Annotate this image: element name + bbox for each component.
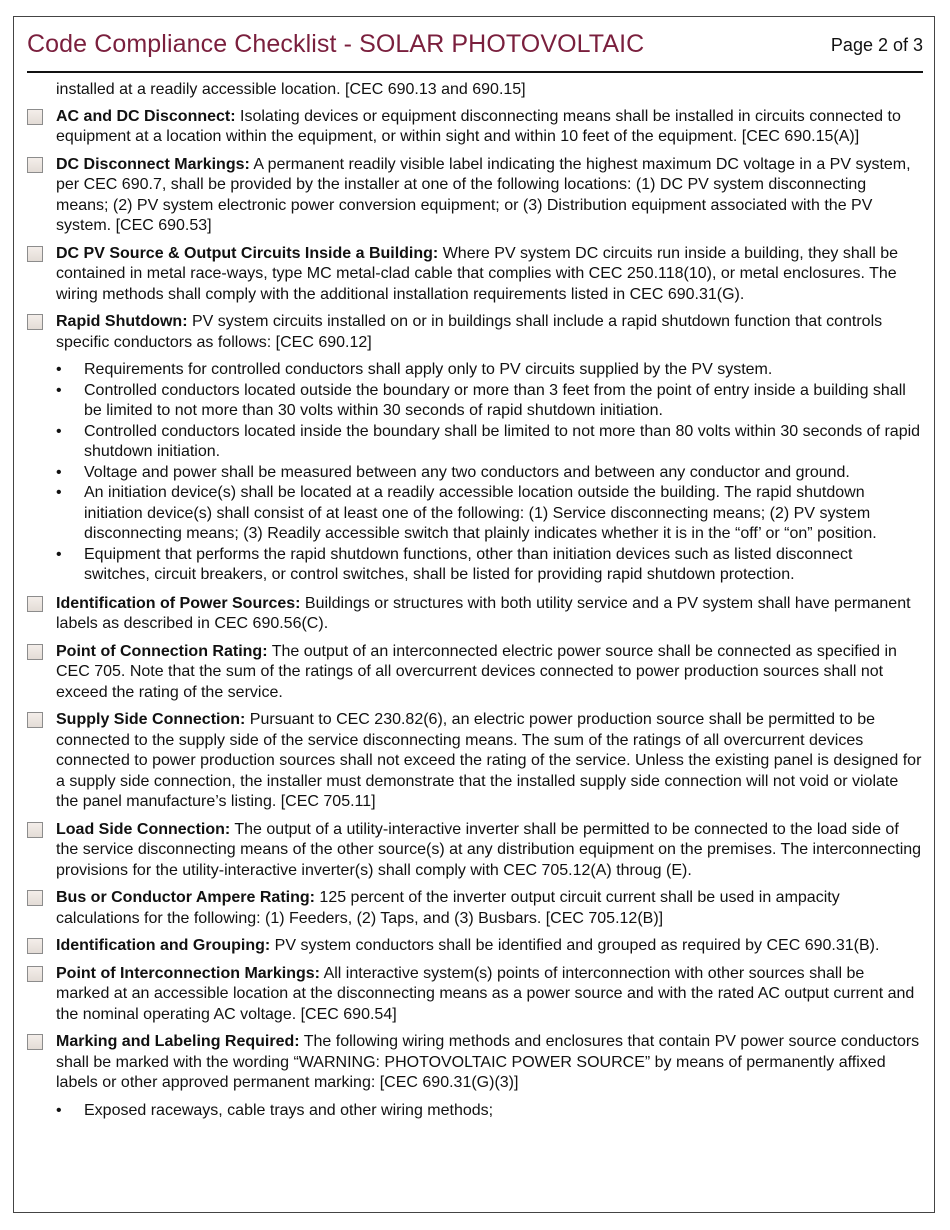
item-text: The output of a utility-interactive inverter shall be permitted to be connected to the load side of the service disconnecting means of the other source(s) at any distribution equipment on the premises. The interconnecting provisions for the utility-interactive inverter(s) shall comply with CEC 705.12(A) throug (E). bbox=[56, 820, 922, 879]
item-term: Marking and Labeling Required: bbox=[56, 1033, 300, 1050]
checklist-item-identification-power-sources bbox=[27, 594, 922, 635]
checkbox[interactable] bbox=[27, 314, 43, 330]
item-text: The output of an interconnected electric power source shall be connected as specified in CEC 705. Note that the sum of the ratings of all overcurrent devices connected to power production sources shall not exceed the rating of the service. bbox=[56, 642, 897, 701]
item-text: Buildings or structures with both utility service and a PV system shall have permanent labels as described in CEC 690.56(C). bbox=[56, 594, 911, 632]
checklist-item-rapid-shutdown bbox=[27, 312, 922, 353]
item-term: Point of Interconnection Markings: bbox=[56, 964, 321, 982]
bullet: • bbox=[56, 361, 62, 378]
bullet-text: Requirements for controlled conductors shall apply only to PV circuits supplied by the PV system. bbox=[84, 361, 773, 378]
item-text: Where PV system DC circuits run inside a building, they shall be contained in metal race-ways, type MC metal-clad cable that complies with CEC 250.118(10), or metal enclosures. The wiring methods shall comply with the additional installation requirements listed in CEC 690.31(G). bbox=[56, 244, 898, 303]
item-term: AC and DC Disconnect: bbox=[56, 107, 236, 125]
list-item bbox=[27, 422, 922, 463]
item-text: All interactive system(s) points of interconnection with other sources shall be marked at an accessible location at the disconnecting means as a power source and with the rated AC output current and the nominal operating AC voltage. [CEC 690.54] bbox=[56, 964, 915, 1023]
list-item bbox=[27, 1101, 922, 1122]
item-term: Rapid Shutdown: bbox=[56, 313, 188, 330]
item-term: Identification of Power Sources: bbox=[56, 594, 301, 612]
item-term: DC Disconnect Markings: bbox=[56, 155, 250, 173]
bullet-text: Equipment that performs the rapid shutdown functions, other than initiation devices such as listed disconnect switches, circuit breakers, or control switches, shall be listed for providing rapid shutdown protection. bbox=[84, 545, 853, 583]
checkbox[interactable] bbox=[27, 596, 43, 612]
item-text: PV system conductors shall be identified and grouped as required by CEC 690.31(B). bbox=[270, 937, 880, 954]
item-term: Supply Side Connection: bbox=[56, 711, 246, 728]
bullet-text: Controlled conductors located outside the boundary or more than 3 feet from the point of entry inside a building shall be limited to not more than 30 volts within 30 seconds of rapid shutdown initiation. bbox=[84, 381, 906, 419]
list-item bbox=[27, 360, 922, 381]
list-item bbox=[27, 463, 922, 484]
checklist-item-point-of-connection-rating bbox=[27, 642, 922, 704]
page-title: Code Compliance Checklist - SOLAR PHOTOVOLTAIC bbox=[27, 30, 645, 58]
item-term: DC PV Source & Output Circuits Inside a Building: bbox=[56, 244, 439, 262]
item-text: PV system circuits installed on or in buildings shall include a rapid shutdown function that controls specific conductors as follows: [CEC 690.12] bbox=[56, 313, 883, 351]
checklist-item-load-side-connection bbox=[27, 820, 922, 882]
checkbox[interactable] bbox=[27, 712, 43, 728]
item-term: Identification and Grouping: bbox=[56, 937, 271, 954]
bullet-text: Controlled conductors located inside the boundary shall be limited to not more than 80 volts within 30 seconds of rapid shutdown initiation. bbox=[84, 422, 921, 460]
bullet: • bbox=[56, 545, 62, 563]
bullet-text: An initiation device(s) shall be located at a readily accessible location outside the building. The rapid shutdown initiation device(s) shall consist of at least one of the following: (1) Service disconnecting means; (2) PV system disconnecting means; (3) Readily accessible switch that plainly indicates whether it is in the “off’ or “on” position. bbox=[84, 484, 877, 542]
item-text: Pursuant to CEC 230.82(6), an electric power production source shall be permitted to be connected to the supply side of the service disconnecting means. The sum of the ratings of all overcurrent devices connected to power production sources shall not exceed the rating of the service. Unless the existing panel is designed for a supply side connection, the installer must demonstrate that the installed supply side connection will not void or violate the panel manufacture’s listing. [CEC 705.11] bbox=[56, 711, 922, 810]
checklist-item-bus-conductor-rating bbox=[27, 888, 922, 929]
bullet: • bbox=[56, 463, 62, 481]
checklist-item-interconnection-markings bbox=[27, 964, 922, 1026]
checklist-item-dc-disconnect-markings bbox=[27, 155, 922, 237]
item-text: The following wiring methods and enclosures that contain PV power source conductors shall be marked with the wording “WARNING: PHOTOVOLTAIC POWER SOURCE” by means of permanently affixed labels or other approved permanent marking: [CEC 690.31(G)(3)] bbox=[56, 1033, 920, 1091]
page-number: Page 2 of 3 bbox=[830, 35, 923, 55]
checklist-item-dc-pv-circuits bbox=[27, 244, 922, 306]
item-text: 125 percent of the inverter output circuit current shall be used in ampacity calculations for the following: (1) Feeders, (2) Taps, and (3) Busbars. [CEC 705.12(B)] bbox=[56, 889, 840, 927]
marking-bullets bbox=[27, 1101, 922, 1122]
item-term: Load Side Connection: bbox=[56, 820, 231, 838]
checkbox[interactable] bbox=[27, 822, 43, 838]
checkbox[interactable] bbox=[27, 938, 43, 954]
checkbox[interactable] bbox=[27, 644, 43, 660]
bullet: • bbox=[56, 422, 62, 440]
checklist bbox=[27, 80, 922, 1129]
bullet: • bbox=[56, 484, 62, 501]
item-term: Bus or Conductor Ampere Rating: bbox=[56, 889, 315, 906]
checkbox[interactable] bbox=[27, 1034, 43, 1050]
checkbox[interactable] bbox=[27, 966, 43, 982]
checklist-item-ac-dc-disconnect bbox=[27, 107, 922, 148]
list-item bbox=[27, 545, 922, 586]
bullet-text: Voltage and power shall be measured between any two conductors and between any conductor and ground. bbox=[84, 463, 850, 481]
bullet-text: Exposed raceways, cable trays and other wiring methods; bbox=[84, 1101, 494, 1119]
checklist-item-identification-grouping bbox=[27, 936, 922, 957]
item-text: Isolating devices or equipment disconnecting means shall be installed in circuits connected to equipment at a location within the equipment, or within sight and within 10 feet of the equipment. [CEC 690.15(A)] bbox=[56, 107, 901, 145]
checklist-item-supply-side-connection bbox=[27, 710, 922, 813]
header-divider bbox=[27, 71, 923, 73]
checkbox[interactable] bbox=[27, 890, 43, 906]
item-term: Point of Connection Rating: bbox=[56, 642, 268, 660]
bullet: • bbox=[56, 381, 62, 399]
checkbox[interactable] bbox=[27, 246, 43, 262]
bullet: • bbox=[56, 1101, 62, 1119]
checklist-item-marking-labeling bbox=[27, 1032, 922, 1094]
list-item bbox=[27, 483, 922, 545]
list-item bbox=[27, 381, 922, 422]
continuation-text: installed at a readily accessible location. [CEC 690.13 and 690.15] bbox=[56, 81, 526, 98]
rapid-shutdown-bullets bbox=[27, 360, 922, 586]
checkbox[interactable] bbox=[27, 109, 43, 125]
checkbox[interactable] bbox=[27, 157, 43, 173]
item-text: A permanent readily visible label indicating the highest maximum DC voltage in a PV system, per CEC 690.7, shall be provided by the installer at one of the following locations: (1) DC PV system disconnecting means; (2) PV system electronic power conversion equipment; or (3) Distribution equipment associated with the PV system. [CEC 690.53] bbox=[56, 155, 911, 234]
